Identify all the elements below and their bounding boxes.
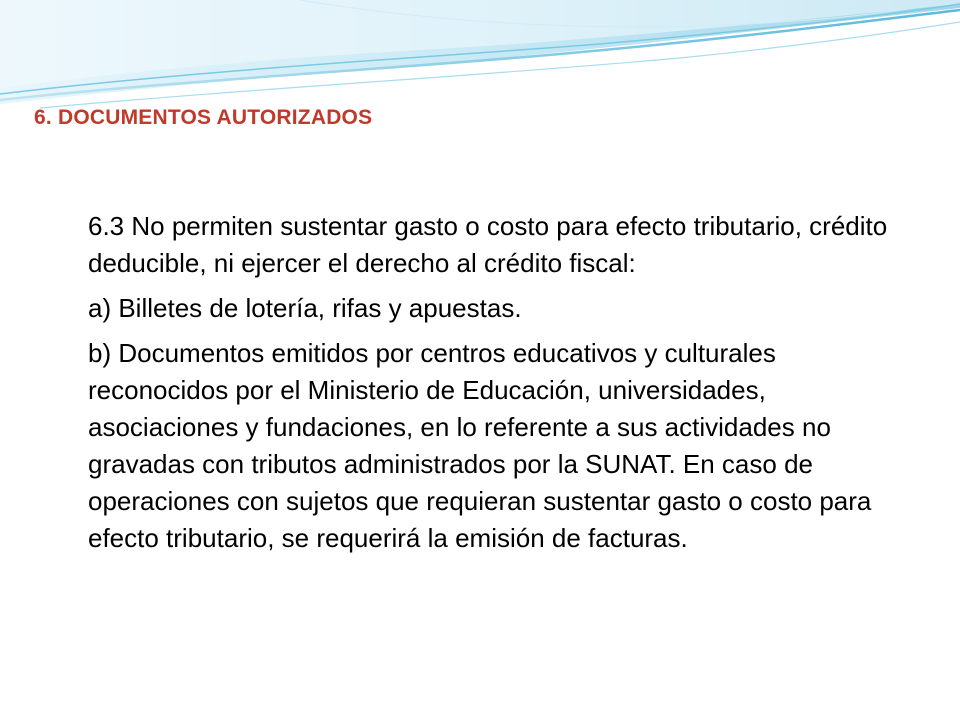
slide-title: 6. DOCUMENTOS AUTORIZADOS	[34, 106, 373, 129]
wave-header-decoration	[0, 0, 960, 110]
slide-body	[88, 208, 888, 557]
paragraph-item-b: b) Documentos emitidos por centros educativos y culturales reconocidos por el Ministerio de Educación, universidades, asociaciones y fundaciones, en lo referente a sus actividades no gravadas con tributos administrados por la SUNAT. En caso de operaciones con sujetos que requieran sustentar gasto o costo para efecto tributario, se requerirá la emisión de facturas.	[88, 338, 872, 553]
paragraph-item-a: a) Billetes de lotería, rifas y apuestas.	[88, 293, 522, 323]
paragraph-6-3: 6.3 No permiten sustentar gasto o costo para efecto tributario, crédito deducible, ni ejercer el derecho al crédito fiscal:	[88, 211, 888, 278]
